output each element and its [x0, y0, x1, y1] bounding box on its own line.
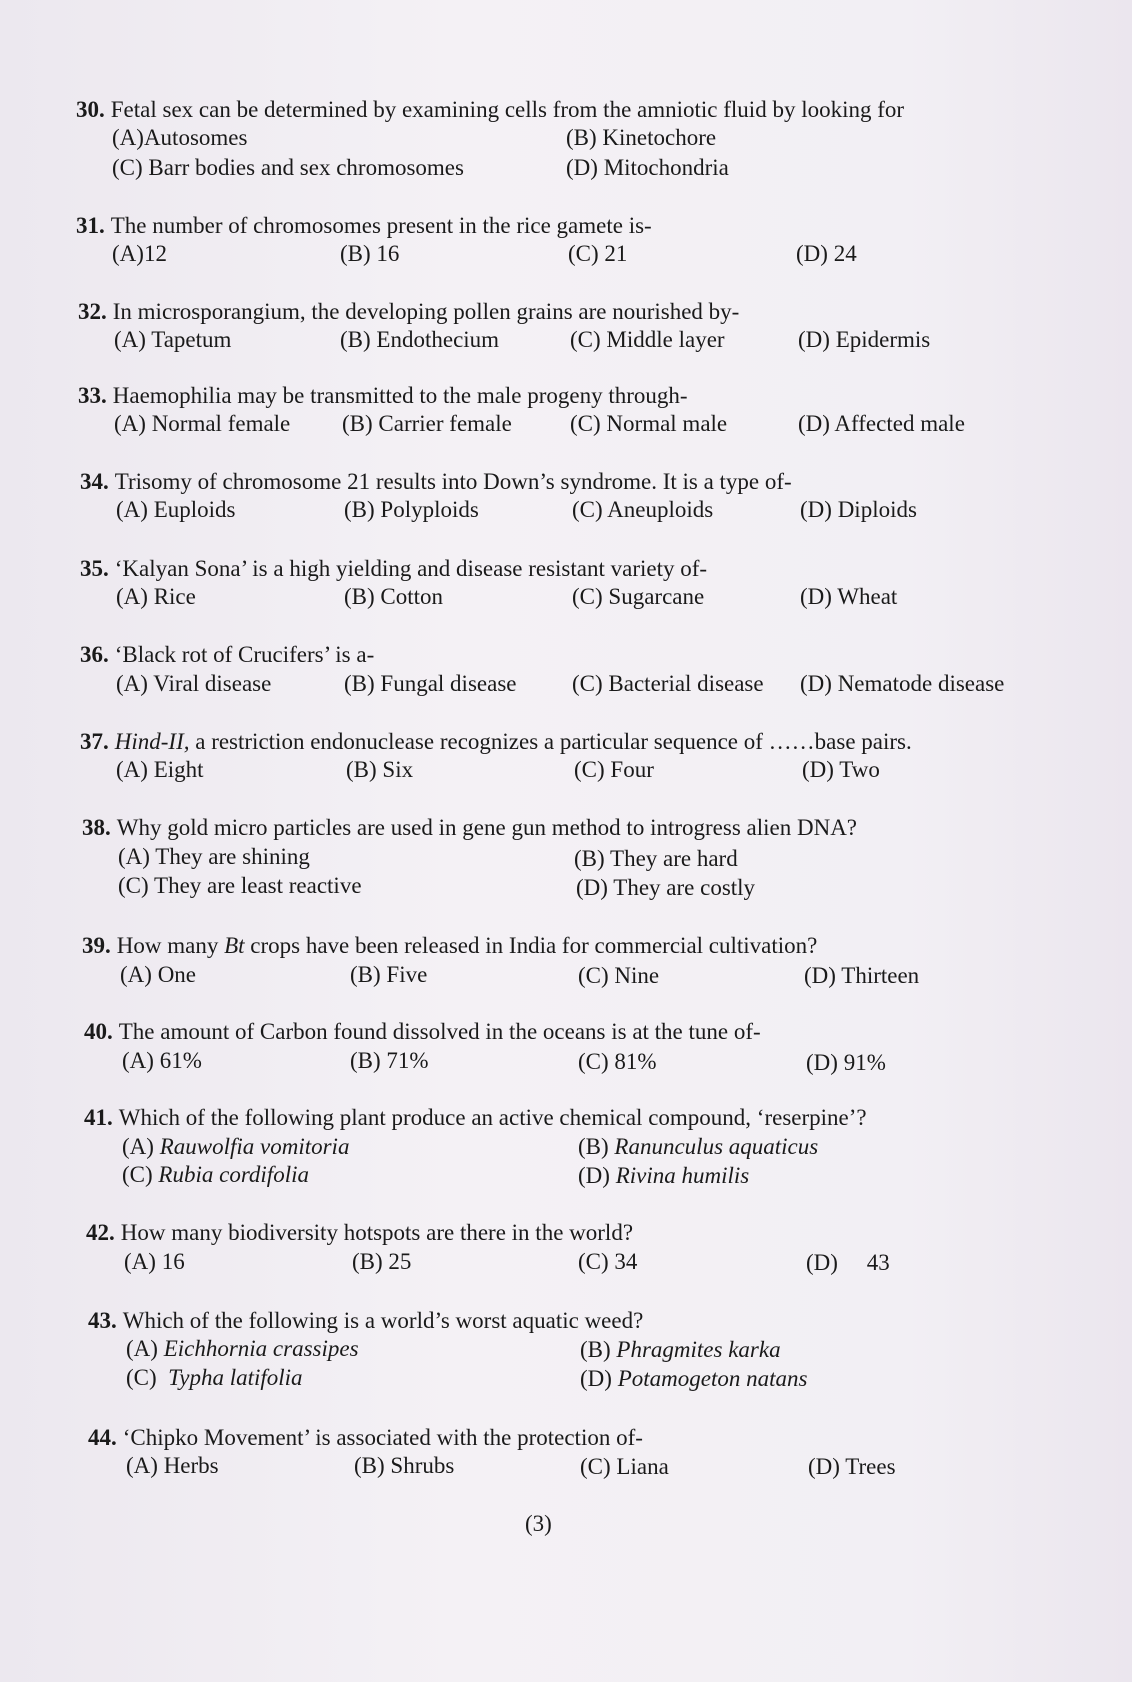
- option-c: (C) Aneuploids: [572, 497, 714, 522]
- option-b: (B) They are hard: [574, 846, 738, 871]
- question-number: 44.: [88, 1425, 117, 1450]
- option-a: (A) They are shining: [118, 844, 310, 869]
- option-d: (D) 43: [806, 1250, 890, 1275]
- question-number: 38.: [82, 815, 111, 840]
- option-d: (D) 91%: [806, 1050, 886, 1075]
- option-c: (C) Four: [574, 757, 654, 782]
- question-stem: [84, 1104, 867, 1132]
- option-a: (A) 16: [124, 1249, 185, 1274]
- option-b: (B) Endothecium: [340, 327, 500, 352]
- option-b: (B) 25: [352, 1249, 412, 1274]
- question-text: a restriction endonuclease recognizes a particular sequence of ……base pairs.: [189, 729, 912, 754]
- option-d: (D) Nematode disease: [800, 671, 1005, 696]
- question-text-italic: Bt: [224, 933, 245, 958]
- option-d: (D) Two: [802, 757, 880, 782]
- option-c: (C) Middle layer: [570, 327, 725, 352]
- option-a: (A)Autosomes: [112, 125, 248, 150]
- option-a: (A) Viral disease: [116, 671, 272, 696]
- option-a: (A) Rauwolfia vomitoria: [122, 1134, 350, 1159]
- question-number: 30.: [76, 97, 105, 122]
- option-a: (A) Herbs: [126, 1453, 219, 1478]
- question-text: Which of the following is a world’s worst aquatic weed?: [122, 1308, 644, 1333]
- question-number: 39.: [82, 933, 111, 958]
- question-text: Which of the following plant produce an active chemical compound, ‘reserpine’?: [118, 1105, 867, 1130]
- option-d: (D) Mitochondria: [566, 155, 729, 180]
- question-number: 31.: [76, 213, 105, 238]
- option-d: (D) Potamogeton natans: [580, 1366, 808, 1391]
- option-a: (A)12: [112, 241, 167, 266]
- option-d: (D) Epidermis: [798, 327, 931, 352]
- option-a: (A) One: [120, 962, 197, 987]
- option-b: (B) 16: [340, 241, 400, 266]
- question-stem: [82, 814, 857, 842]
- option-d: (D) Trees: [808, 1454, 896, 1479]
- question-number: 36.: [80, 642, 109, 667]
- option-b: (B) Phragmites karka: [580, 1337, 781, 1362]
- option-c: (C) 34: [578, 1249, 638, 1274]
- option-c: (C) Normal male: [570, 411, 728, 436]
- question-number: 35.: [80, 556, 109, 581]
- option-a: (A) Eight: [116, 757, 204, 782]
- option-d: (D) They are costly: [576, 875, 756, 900]
- question-stem: [88, 1307, 643, 1335]
- question-text-pre: How many: [116, 933, 225, 958]
- question-text: The amount of Carbon found dissolved in the oceans is at the tune of-: [118, 1019, 761, 1044]
- question-number: 42.: [86, 1220, 115, 1245]
- option-c: (C) Barr bodies and sex chromosomes: [112, 155, 464, 180]
- question-stem: [78, 298, 739, 326]
- option-b: (B) Five: [350, 962, 428, 987]
- question-stem: [80, 728, 912, 756]
- question-text: Trisomy of chromosome 21 results into Down’s syndrome. It is a type of-: [114, 469, 792, 494]
- question-number: 33.: [78, 383, 107, 408]
- question-number: 40.: [84, 1019, 113, 1044]
- question-stem: [76, 96, 904, 124]
- option-d: (D) Affected male: [798, 411, 965, 436]
- option-d: (D) Thirteen: [804, 963, 920, 988]
- question-number: 43.: [88, 1308, 117, 1333]
- option-c: (C) Rubia cordifolia: [122, 1162, 309, 1187]
- question-stem: [80, 555, 707, 583]
- option-a: (A) Tapetum: [114, 327, 232, 352]
- question-text: crops have been released in India for commercial cultivation?: [244, 933, 818, 958]
- question-stem: [78, 382, 688, 410]
- question-number: 34.: [80, 469, 109, 494]
- option-a: (A) Normal female: [114, 411, 291, 436]
- question-number: 37.: [80, 729, 109, 754]
- question-text-italic: Hind-II,: [114, 729, 190, 754]
- question-text: ‘Kalyan Sona’ is a high yielding and disease resistant variety of-: [114, 556, 708, 581]
- option-c: (C) Typha latifolia: [126, 1365, 303, 1390]
- question-text: Fetal sex can be determined by examining cells from the amniotic fluid by looking for: [110, 97, 905, 122]
- question-stem: [80, 641, 374, 669]
- question-text: How many biodiversity hotspots are there in the world?: [120, 1220, 634, 1245]
- question-number: 32.: [78, 299, 107, 324]
- option-d: (D) Rivina humilis: [578, 1163, 750, 1188]
- option-b: (B) Cotton: [344, 584, 444, 609]
- option-d: (D) Diploids: [800, 497, 917, 522]
- option-d: (D) Wheat: [800, 584, 898, 609]
- option-b: (B) Carrier female: [342, 411, 512, 436]
- option-c: (C) Sugarcane: [572, 584, 705, 609]
- question-text: ‘Black rot of Crucifers’ is a-: [114, 642, 375, 667]
- question-text: Haemophilia may be transmitted to the male progeny through-: [112, 383, 688, 408]
- option-b: (B) Fungal disease: [344, 671, 517, 696]
- option-c: (C) 81%: [578, 1049, 657, 1074]
- option-b: (B) Ranunculus aquaticus: [578, 1134, 819, 1159]
- question-text: The number of chromosomes present in the rice gamete is-: [110, 213, 652, 238]
- option-c: (C) Nine: [578, 963, 660, 988]
- question-text: ‘Chipko Movement’ is associated with the protection of-: [122, 1425, 643, 1450]
- question-text: In microsporangium, the developing pollen grains are nourished by-: [112, 299, 740, 324]
- option-c: (C) 21: [568, 241, 628, 266]
- option-c: (C) Liana: [580, 1454, 669, 1479]
- question-text: Why gold micro particles are used in gene gun method to introgress alien DNA?: [116, 815, 858, 840]
- option-a: (A) Eichhornia crassipes: [126, 1336, 359, 1361]
- question-stem: [88, 1424, 643, 1452]
- option-c: (C) Bacterial disease: [572, 671, 764, 696]
- option-b: (B) Polyploids: [344, 497, 479, 522]
- option-b: (B) 71%: [350, 1048, 429, 1073]
- option-b: (B) Six: [346, 757, 414, 782]
- option-b: (B) Shrubs: [354, 1453, 455, 1478]
- option-a: (A) Euploids: [116, 497, 236, 522]
- option-c: (C) They are least reactive: [118, 873, 362, 898]
- question-stem: [76, 212, 652, 240]
- question-stem: [84, 1018, 761, 1046]
- option-b: (B) Kinetochore: [566, 125, 717, 150]
- page-number: (3): [525, 1511, 552, 1536]
- question-number: 41.: [84, 1105, 113, 1130]
- option-a: (A) Rice: [116, 584, 196, 609]
- option-d: (D) 24: [796, 241, 857, 266]
- option-a: (A) 61%: [122, 1048, 202, 1073]
- question-stem: [80, 468, 792, 496]
- question-stem: [86, 1219, 633, 1247]
- question-stem: [82, 932, 817, 960]
